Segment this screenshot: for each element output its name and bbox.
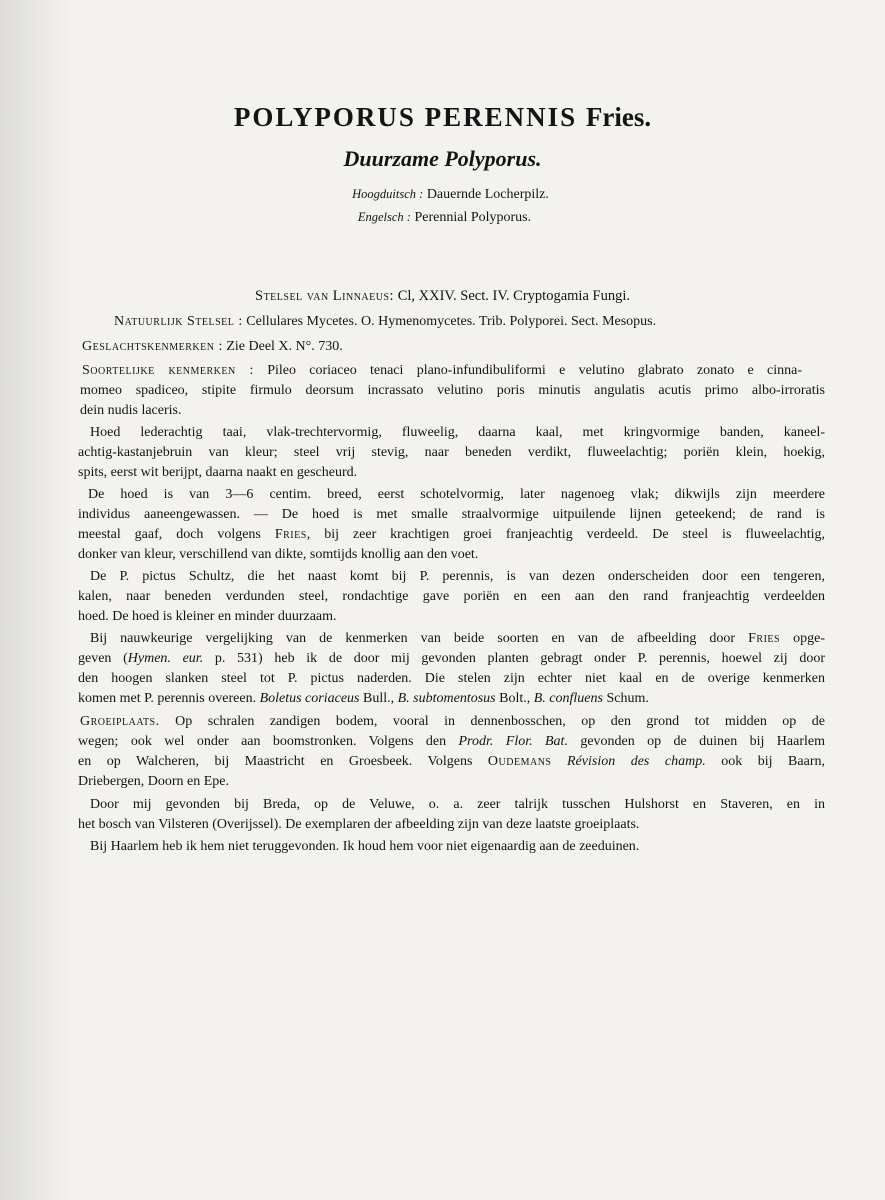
citation: Révision des champ. — [567, 754, 706, 769]
text-line — [78, 651, 825, 667]
text-line: Bij Haarlem heb ik hem niet teruggevonden. Ik houd hem voor niet eigenaardig aan de zeeduinen. — [90, 839, 640, 854]
author-name: Oudemans — [487, 754, 552, 769]
text-span: opge- — [793, 631, 826, 646]
text-line: kalen, naar beneden verdunden steel, rondachtige gave poriën en een aan den rand franjeachtig verdeelden — [78, 589, 825, 604]
text-span: p. 531) heb ik de door mij gevonden planten gebragt onder P. perennis, hoewel zij door — [214, 651, 825, 666]
text-line: Driebergen, Doorn en Epe. — [78, 774, 229, 789]
text-line: achtig-kastanjebruin van kleur; steel vrij stevig, naar beneden verdikt, fluweelachtig; poriën klein, hoekig, — [78, 445, 825, 460]
synonym-german — [8, 187, 885, 203]
text-span: Pileo coriaceo tenaci plano-infundibuliformi e velutino glabrato zonato e cinna- — [267, 363, 802, 378]
species-label: Soortelijke kenmerken : — [82, 363, 254, 378]
text-span: ook bij Baarn, — [721, 754, 825, 769]
natural-system — [114, 314, 794, 330]
text-span: , bij zeer krachtigen groei franjeachtig verdeeld. De steel is fluweelachtig, — [306, 527, 826, 542]
natural-text: Cellulares Mycetes. O. Hymenomycetes. Trib. Polyporei. Sect. Mesopus. — [246, 314, 657, 329]
text-span: en op Walcheren, bij Maastricht en Groesbeek. Volgens — [78, 754, 473, 769]
genus-label: Geslachtskenmerken : — [82, 339, 223, 354]
page-title — [0, 102, 885, 133]
synonym-english — [2, 210, 885, 226]
species-name: B. subtomentosus — [397, 691, 496, 706]
text-line — [82, 363, 802, 379]
synonym-name: Dauernde Locherpilz. — [426, 187, 549, 202]
natural-label: Natuurlijk Stelsel : — [114, 314, 243, 329]
text-line: donker van kleur, verschillend van dikte, somtijds knollig aan den voet. — [78, 547, 479, 562]
synonym-lang: Hoogduitsch : — [352, 187, 424, 201]
text-span: Bull., — [362, 691, 395, 706]
text-span: wegen; ook wel onder aan boomstronken. Volgens den — [78, 734, 447, 749]
text-span: Schum. — [606, 691, 649, 706]
synonym-name: Perennial Polyporus. — [414, 210, 532, 225]
text-span: Op schralen zandigen bodem, vooral in dennenbosschen, op den grond tot midden op de — [175, 714, 826, 729]
text-line — [78, 691, 798, 707]
text-span: geven ( — [78, 651, 128, 666]
habitat-label: Groeiplaats. — [80, 714, 160, 729]
text-line: momeo spadiceo, stipite firmulo deorsum incrassato velutino poris minutis angulatis acutis primo albo-irroratis — [80, 383, 825, 398]
text-line: het bosch van Vilsteren (Overijssel). De exemplaren der afbeelding zijn van deze laatste groeiplaats. — [78, 817, 640, 832]
text-line: dein nudis laceris. — [80, 403, 182, 418]
species-name: B. confluens — [533, 691, 603, 706]
text-line — [78, 527, 825, 543]
text-line: hoed. De hoed is kleiner en minder duurzaam. — [78, 609, 337, 624]
text-span: Bij nauwkeurige vergelijking van de kenmerken van beide soorten en van de afbeelding door — [90, 631, 736, 646]
text-line: Hoed lederachtig taai, vlak-trechtervormig, fluweelig, daarna kaal, met kringvormige banden, kaneel- — [90, 425, 825, 440]
text-line: Door mij gevonden bij Breda, op de Veluwe, o. a. zeer talrijk tusschen Hulshorst en Staveren, en in — [90, 797, 825, 812]
text-span: komen met P. perennis overeen. — [78, 691, 257, 706]
text-span: gevonden op de duinen bij Haarlem — [580, 734, 825, 749]
genus-characters — [82, 339, 802, 355]
species-name: Boletus coriaceus — [259, 691, 360, 706]
linnaeus-text: Cl, XXIV. Sect. IV. Cryptogamia Fungi. — [397, 288, 630, 304]
text-line: De P. pictus Schultz, die het naast komt bij P. perennis, is van dezen onderscheiden door een tengeren, — [90, 569, 825, 584]
text-span: meestal gaaf, doch volgens — [78, 527, 261, 542]
title-species: POLYPORUS PERENNIS — [233, 102, 578, 132]
text-line — [90, 631, 825, 647]
citation: Hymen. eur. — [127, 651, 204, 666]
text-line: individus aaneengewassen. — De hoed is met smalle straalvormige uitpuilende lijnen geteekend; de rand is — [78, 507, 825, 522]
citation: Prodr. Flor. Bat. — [458, 734, 568, 749]
text-line: spits, eerst wit berijpt, daarna naakt en gescheurd. — [78, 465, 358, 480]
text-line — [78, 734, 825, 750]
author-name: Fries — [274, 527, 307, 542]
synonym-lang: Engelsch : — [357, 210, 411, 224]
text-span: Bolt., — [499, 691, 531, 706]
text-line: De hoed is van 3—6 centim. breed, eerst schotelvormig, later nagenoeg vlak; dikwijls zijn meerdere — [88, 487, 825, 502]
linnaeus-label: Stelsel van Linnaeus: — [255, 288, 395, 304]
genus-text: Zie Deel X. N°. 730. — [226, 339, 343, 354]
title-author: Fries. — [585, 102, 652, 132]
text-line: den hoogen slanken steel tot P. pictus naderden. Die stelen zijn echter niet kaal en de overige kenmerken — [78, 671, 825, 686]
author-name: Fries — [748, 631, 781, 646]
page-shadow — [0, 0, 70, 1200]
page-subtitle: Duurzame Polyporus. — [343, 146, 542, 171]
linnaeus-system — [0, 288, 885, 305]
text-line — [78, 754, 825, 770]
text-line — [80, 714, 825, 730]
